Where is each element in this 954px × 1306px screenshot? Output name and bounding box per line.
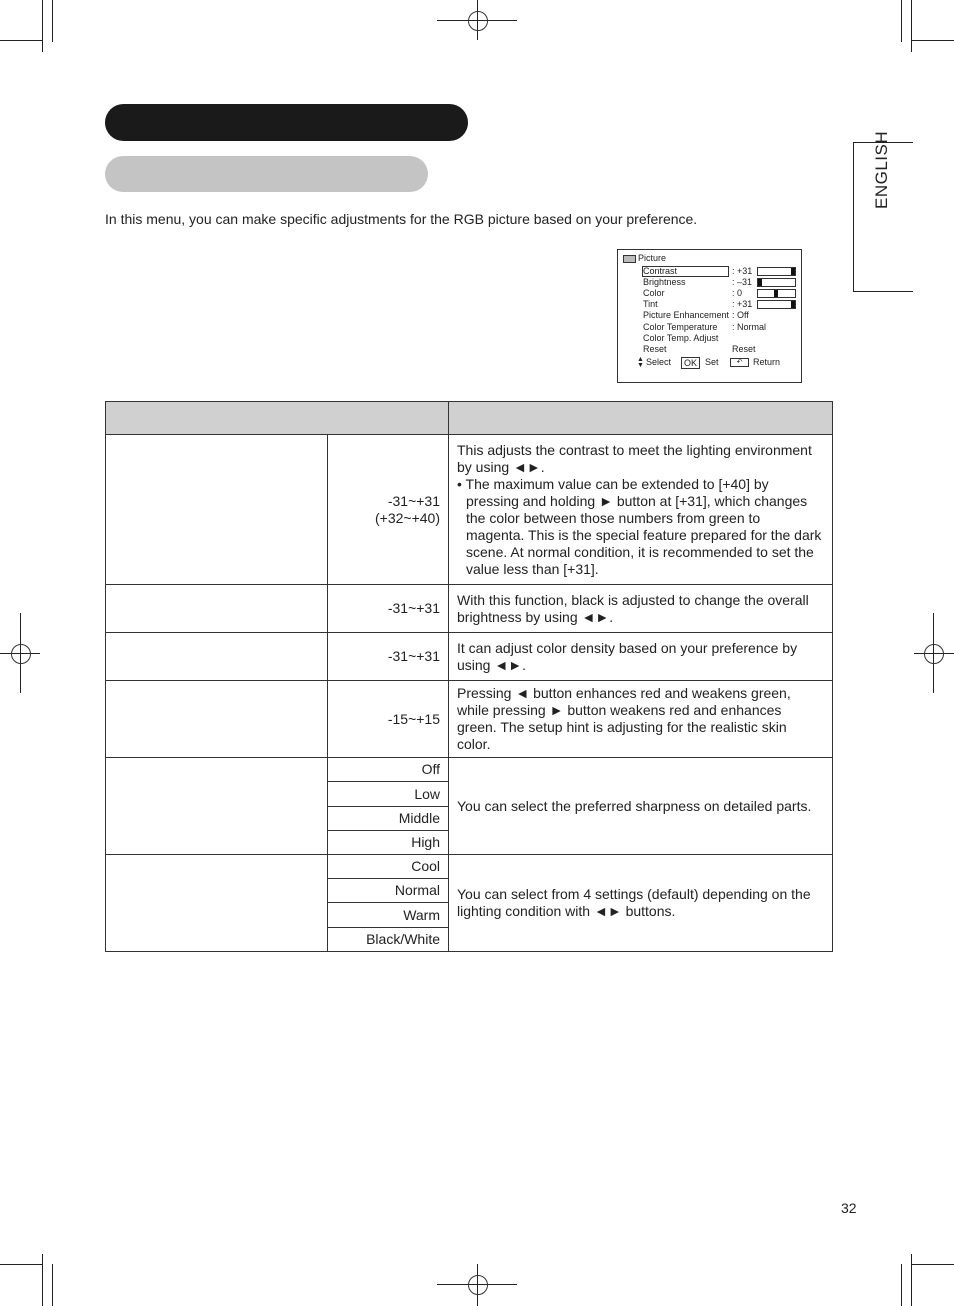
option-cell: Low bbox=[328, 782, 449, 807]
item-name-cell bbox=[106, 435, 328, 585]
osd-value-brightness: : –31 bbox=[732, 277, 753, 287]
range-cell: -31~+31 bbox=[328, 585, 449, 633]
option-cell: Cool bbox=[328, 855, 449, 879]
item-name-cell bbox=[106, 758, 328, 855]
osd-item-color-temp-adjust: Color Temp. Adjust bbox=[643, 333, 719, 343]
osd-item-tint: Tint bbox=[643, 299, 658, 309]
table-header-row bbox=[106, 402, 833, 435]
description-cell: Pressing ◄ button enhances red and weakens green, while pressing ► button weakens red and enhances green. The setup hint is adjusting for the realistic skin color. bbox=[449, 681, 833, 758]
option-cell: Warm bbox=[328, 903, 449, 928]
option-cell: Normal bbox=[328, 879, 449, 903]
osd-title: Picture bbox=[638, 253, 667, 263]
description-cell: This adjusts the contrast to meet the lighting environment by using ◄►. • The maximum value can be extended to [+40] by pressing and holding ► button at [+31], which changes the color between those numbers from green to magenta. This is the special feature prepared for the dark scene. At normal condition, it is recommended to set the value less than [+31]. bbox=[449, 435, 833, 585]
osd-value-color: : 0 bbox=[732, 288, 743, 298]
header-cell-description bbox=[449, 402, 833, 435]
picture-icon bbox=[623, 255, 636, 263]
osd-item-contrast: Contrast bbox=[643, 266, 678, 276]
osd-value-reset: Reset bbox=[732, 344, 756, 354]
table-row-contrast bbox=[106, 435, 833, 585]
language-tab bbox=[853, 130, 913, 292]
osd-item-reset: Reset bbox=[643, 344, 667, 354]
option-cell: Middle bbox=[328, 807, 449, 831]
option-cell: High bbox=[328, 831, 449, 855]
osd-footer-select: Select bbox=[646, 357, 672, 367]
item-name-cell bbox=[106, 681, 328, 758]
description-cell: With this function, black is adjusted to change the overall brightness by using ◄►. bbox=[449, 585, 833, 633]
osd-item-color-temperature: Color Temperature bbox=[643, 322, 718, 332]
osd-value-contrast: : +31 bbox=[732, 266, 753, 276]
osd-picture-menu bbox=[617, 249, 802, 383]
item-name-cell bbox=[106, 855, 328, 952]
updown-arrow-icon: ▲ ▼ bbox=[637, 356, 644, 369]
osd-item-enhancement: Picture Enhancement bbox=[643, 310, 730, 320]
osd-item-color: Color bbox=[643, 288, 665, 298]
description-cell: You can select from 4 settings (default) depending on the lighting condition with ◄► buttons. bbox=[449, 855, 833, 952]
option-cell: Off bbox=[328, 758, 449, 782]
osd-gauge-color bbox=[757, 289, 796, 298]
table-row-tint bbox=[106, 681, 833, 758]
osd-item-brightness: Brightness bbox=[643, 277, 686, 287]
range-cell: -15~+15 bbox=[328, 681, 449, 758]
section-title-bar bbox=[105, 104, 468, 141]
osd-footer-ok: OK bbox=[681, 357, 700, 369]
picture-settings-table bbox=[105, 401, 833, 952]
table-row-color-temperature bbox=[106, 855, 833, 879]
item-name-cell bbox=[106, 633, 328, 681]
subsection-title-bar bbox=[105, 156, 428, 192]
option-cell: Black/White bbox=[328, 928, 449, 952]
table-row-brightness bbox=[106, 585, 833, 633]
osd-value-enhancement: : Off bbox=[732, 310, 749, 320]
range-cell: -31~+31 bbox=[328, 633, 449, 681]
osd-value-color-temperature: : Normal bbox=[732, 322, 767, 332]
language-tab-label: ENGLISH bbox=[872, 130, 891, 209]
bullet-note: • The maximum value can be extended to [+40] by pressing and holding ► button at [+31], which changes the color between those numbers from green to magenta. This is the special feature prepared for the dark scene. At normal condition, it is recommended to set the value less than [+31]. bbox=[457, 475, 822, 577]
osd-value-tint: : +31 bbox=[732, 299, 753, 309]
range-cell: -31~+31 (+32~+40) bbox=[328, 435, 449, 585]
header-cell-item bbox=[106, 402, 449, 435]
osd-gauge-contrast bbox=[757, 267, 796, 276]
osd-gauge-brightness bbox=[757, 278, 796, 287]
table-row-enhancement bbox=[106, 758, 833, 782]
osd-footer-set: Set bbox=[705, 357, 719, 367]
page-number: 32 bbox=[841, 1200, 857, 1216]
description-cell: You can select the preferred sharpness on detailed parts. bbox=[449, 758, 833, 855]
intro-text: In this menu, you can make specific adjustments for the RGB picture based on your preference. bbox=[105, 211, 698, 227]
description-cell: It can adjust color density based on your preference by using ◄►. bbox=[449, 633, 833, 681]
table-row-color bbox=[106, 633, 833, 681]
item-name-cell bbox=[106, 585, 328, 633]
osd-footer-return: Return bbox=[753, 357, 781, 367]
osd-gauge-tint bbox=[757, 300, 796, 309]
return-icon: ↶ bbox=[730, 358, 749, 367]
